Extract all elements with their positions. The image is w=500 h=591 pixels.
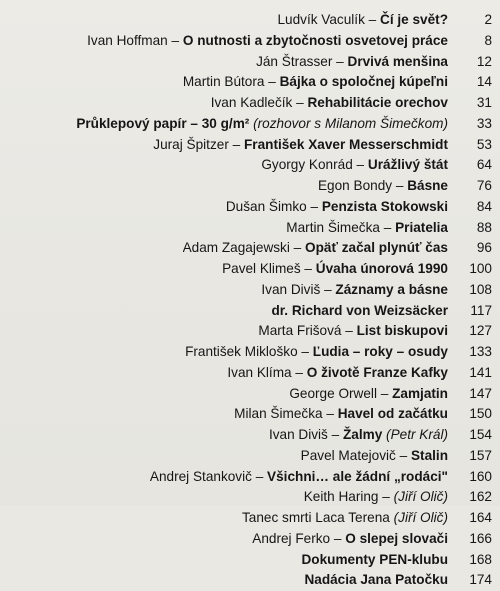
toc-page-number: 31 — [476, 95, 492, 110]
toc-entry-text — [226, 197, 448, 218]
toc-separator: – — [352, 157, 368, 173]
toc-entry — [8, 529, 492, 550]
toc-page-number: 88 — [476, 219, 492, 235]
toc-title: Nadácia Jana Patočku — [304, 572, 448, 588]
toc-separator: – — [392, 178, 408, 193]
toc-page-number: 174 — [469, 572, 492, 588]
toc-page-number: 162 — [469, 489, 492, 505]
toc-entry-text — [286, 218, 448, 239]
toc-entry — [8, 218, 492, 239]
toc-separator: – — [228, 136, 244, 152]
toc-separator: – — [322, 406, 338, 422]
toc-entry-text — [301, 550, 448, 571]
toc-title: O životě Franze Kafky — [306, 364, 448, 380]
toc-author: Egon Bondy — [317, 178, 393, 193]
toc-entry — [8, 52, 492, 73]
toc-title: Všichni… ale žádní „rodáci" — [267, 468, 448, 484]
toc-entry — [8, 384, 492, 405]
toc-page-number: 64 — [476, 157, 492, 173]
toc-author: Ivan Diviš — [261, 281, 321, 297]
toc-entry — [8, 570, 492, 591]
toc-title: Čí je svět? — [380, 12, 448, 27]
toc-author: Andrej Stankovič — [149, 468, 252, 484]
toc-page-number: 150 — [469, 406, 492, 422]
toc-page-number: 100 — [469, 261, 492, 276]
toc-page-number: 166 — [469, 530, 492, 546]
toc-separator: – — [376, 385, 393, 401]
toc-entry-text — [234, 404, 448, 425]
toc-separator: – — [378, 489, 394, 505]
toc-entry-text — [242, 508, 448, 529]
toc-title: Priatelia — [395, 219, 448, 235]
toc-author: Ludvík Vaculík — [277, 12, 365, 27]
toc-separator: – — [395, 447, 411, 463]
toc-entry-text — [183, 238, 448, 259]
toc-entry-text — [183, 72, 448, 93]
toc-title: Záznamy a básne — [335, 281, 448, 297]
toc-note: (Jiří Olič) — [393, 489, 448, 505]
toc-entry-text — [269, 425, 448, 446]
toc-title: Úvaha únorová 1990 — [315, 261, 448, 276]
toc-title: Ľudia – roky – osudy — [312, 344, 448, 359]
toc-page-number: 33 — [476, 115, 492, 131]
toc-separator: – — [330, 530, 346, 546]
toc-entry — [8, 487, 492, 508]
toc-title: František Xaver Messerschmidt — [243, 136, 448, 152]
toc-title: Drvivá menšina — [347, 53, 448, 69]
toc-page-number: 8 — [484, 32, 492, 48]
toc-entry-text — [256, 52, 448, 73]
toc-author: Andrej Ferko — [252, 530, 331, 546]
toc-page-number: 14 — [476, 74, 492, 90]
toc-author: Keith Haring — [303, 489, 379, 505]
toc-page-number: 157 — [469, 447, 492, 463]
toc-entry-text — [261, 155, 448, 176]
toc-page-number: 164 — [469, 510, 492, 525]
toc-page-number: 160 — [469, 468, 492, 484]
toc-note: (Jiří Olič) — [393, 510, 448, 525]
toc-entry-text — [289, 384, 448, 405]
toc-author: Gyorgy Konrád — [261, 157, 353, 173]
toc-title: Opäť začal plynúť čas — [305, 240, 448, 256]
toc-entry — [8, 72, 492, 93]
toc-entry-text — [271, 301, 448, 322]
toc-author: Pavel Klimeš — [222, 261, 301, 276]
table-of-contents — [8, 10, 492, 591]
toc-entry — [8, 259, 492, 280]
toc-author: Martin Bútora — [182, 74, 265, 90]
toc-entry — [8, 238, 492, 259]
toc-author: Ivan Hoffman — [87, 32, 168, 48]
toc-page-number: 117 — [470, 302, 492, 318]
toc-separator: – — [364, 12, 380, 27]
toc-entry-text — [261, 280, 448, 301]
toc-entry-text — [153, 135, 448, 156]
toc-title: O slepej slovači — [345, 530, 448, 546]
toc-separator: – — [297, 344, 313, 359]
toc-author: Tanec smrti Laca Terena — [241, 510, 390, 525]
toc-author: Juraj Špitzer — [153, 136, 229, 152]
toc-page-number: 84 — [476, 198, 492, 214]
toc-page-number: 127 — [469, 323, 492, 339]
toc-separator: – — [167, 32, 183, 48]
toc-entry — [8, 114, 492, 135]
toc-entry — [8, 176, 492, 197]
toc-author: George Orwell — [289, 385, 377, 401]
toc-entry — [8, 155, 492, 176]
toc-entry — [8, 31, 492, 52]
toc-separator: – — [251, 468, 268, 484]
toc-author: Ivan Klíma — [227, 364, 292, 380]
toc-entry-text — [301, 446, 448, 467]
toc-separator: – — [264, 74, 280, 90]
toc-separator: – — [332, 53, 348, 69]
toc-entry — [8, 280, 492, 301]
toc-entry — [8, 550, 492, 571]
toc-separator: – — [291, 364, 307, 380]
toc-title: O nutnosti a zbytočnosti osvetovej práce — [182, 32, 448, 48]
toc-title: Bájka o spoločnej kúpeľni — [279, 74, 448, 90]
toc-title: Zamjatin — [392, 385, 448, 401]
toc-entry-text — [222, 259, 448, 280]
toc-entry-text — [211, 93, 448, 114]
toc-title: List biskupovi — [356, 323, 448, 339]
toc-entry — [8, 135, 492, 156]
toc-author: Pavel Matejovič — [300, 447, 396, 463]
toc-title: Žalmy — [342, 427, 383, 442]
toc-entry-text — [258, 321, 448, 342]
toc-title: Průklepový papír – 30 g/m² — [76, 115, 250, 131]
toc-page-number: 96 — [476, 240, 492, 256]
toc-entry-text — [277, 10, 448, 31]
toc-title: Stalin — [410, 447, 448, 463]
toc-title: Rehabilitácie orechov — [307, 95, 448, 110]
toc-entry-text — [304, 487, 448, 508]
toc-separator: – — [292, 95, 308, 110]
toc-page-number: 76 — [476, 178, 492, 193]
toc-entry — [8, 10, 492, 31]
toc-author: Milan Šimečka — [234, 406, 323, 422]
toc-entry — [8, 197, 492, 218]
toc-title: Havel od začátku — [337, 406, 448, 422]
toc-separator: – — [379, 219, 396, 235]
toc-author: František Mikloško — [185, 344, 298, 359]
toc-separator: – — [327, 427, 343, 442]
toc-title: Penzista Stokowski — [321, 198, 448, 214]
toc-author: Dušan Šimko — [225, 198, 307, 214]
toc-entry-text — [76, 114, 448, 135]
toc-separator: – — [320, 281, 336, 297]
toc-page-number: 133 — [469, 344, 492, 359]
toc-entry — [8, 425, 492, 446]
toc-separator: – — [306, 198, 322, 214]
toc-page-number: 108 — [469, 281, 492, 297]
toc-entry-text — [87, 31, 448, 52]
toc-page-number: 147 — [469, 385, 492, 401]
toc-title: Dokumenty PEN-klubu — [301, 551, 448, 567]
toc-entry — [8, 342, 492, 363]
toc-note: (Petr Král) — [382, 427, 448, 442]
toc-page-number: 2 — [484, 12, 492, 27]
toc-entry — [8, 301, 492, 322]
toc-entry — [8, 404, 492, 425]
toc-entry — [8, 446, 492, 467]
toc-entry — [8, 321, 492, 342]
toc-entry-text — [185, 342, 448, 363]
toc-author: Ivan Kadlečík — [210, 95, 293, 110]
toc-entry — [8, 93, 492, 114]
toc-entry-text — [150, 467, 448, 488]
toc-page-number: 12 — [476, 53, 492, 69]
toc-title: dr. Richard von Weizsäcker — [271, 302, 448, 318]
toc-entry-text — [304, 570, 448, 591]
toc-entry — [8, 363, 492, 384]
toc-separator: – — [300, 261, 316, 276]
toc-separator: – — [289, 240, 306, 256]
toc-author: Marta Frišová — [258, 323, 342, 339]
toc-separator: – — [341, 323, 357, 339]
toc-author: Ivan Diviš — [268, 427, 328, 442]
toc-author: Adam Zagajewski — [182, 240, 290, 256]
toc-page-number: 168 — [469, 551, 492, 567]
toc-entry-text — [318, 176, 448, 197]
toc-page-number: 53 — [476, 136, 492, 152]
toc-entry — [8, 508, 492, 529]
toc-title: Urážlivý štát — [367, 157, 448, 173]
toc-author: Martin Šimečka — [286, 219, 380, 235]
toc-note: (rozhovor s Milanom Šimečkom) — [249, 115, 448, 131]
toc-entry-text — [252, 529, 448, 550]
toc-entry-text — [227, 363, 448, 384]
toc-entry — [8, 467, 492, 488]
toc-title: Básne — [407, 178, 448, 193]
toc-page-number: 154 — [469, 427, 492, 442]
toc-page-number: 141 — [469, 364, 492, 380]
toc-author: Ján Štrasser — [256, 53, 333, 69]
